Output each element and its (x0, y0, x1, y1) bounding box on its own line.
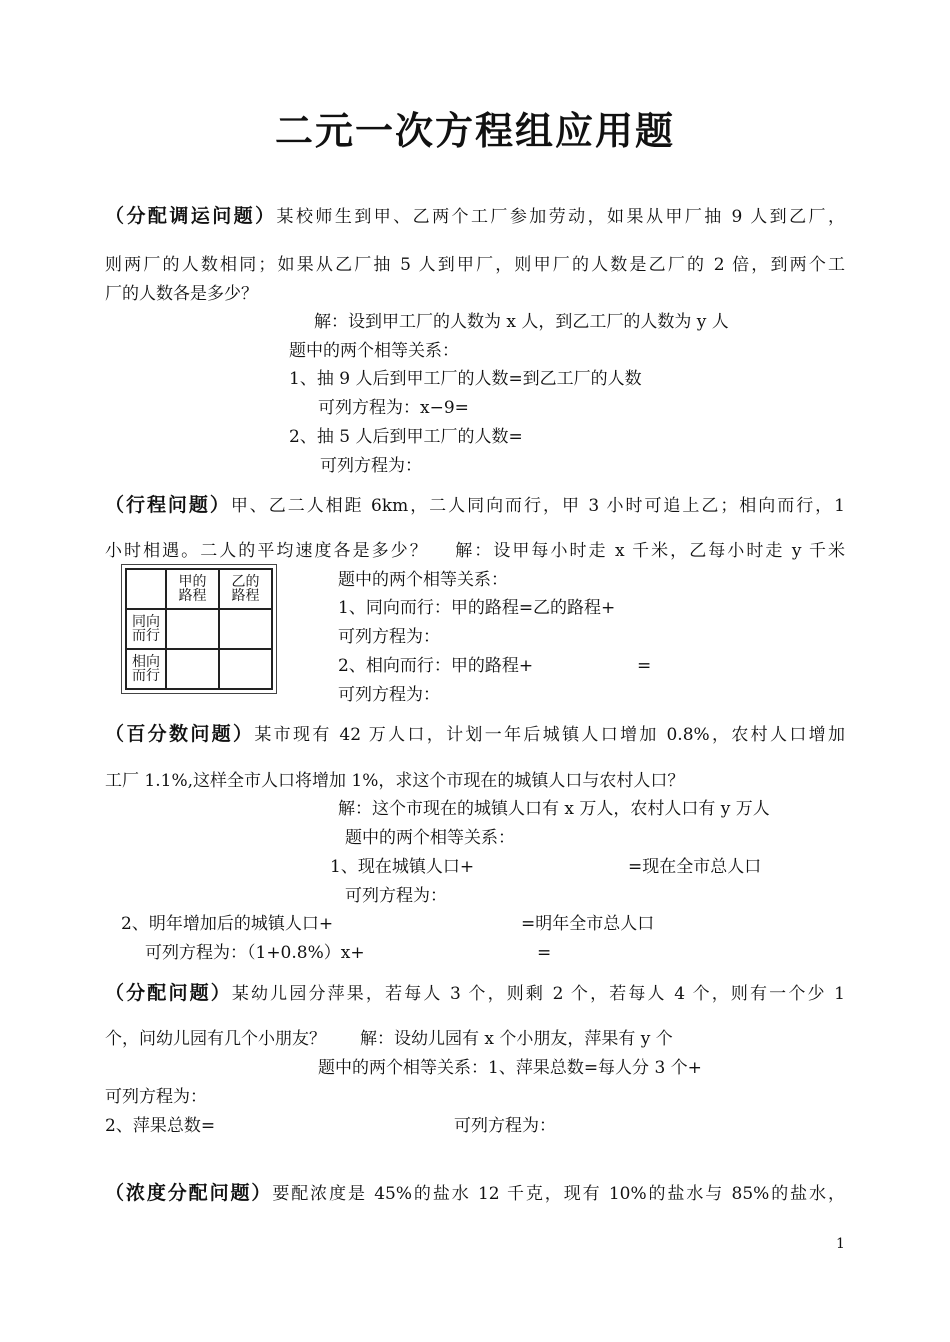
equation-text: 可列方程为：（1+0.8%）x+ (145, 943, 365, 963)
relation-text: 题中的两个相等关系： (289, 341, 459, 361)
problem-text: 个，问幼儿园有几个小朋友？ 解：设幼儿园有 x 个小朋友，萍果有 y 个 (105, 1029, 673, 1049)
relation-text: 题中的两个相等关系： (338, 570, 508, 590)
relation-item: 1、现在城镇人口+ (330, 857, 475, 877)
section-percent-line1 (105, 723, 845, 746)
table-cell (166, 609, 219, 649)
problem-text: 厂的人数各是多少？ (105, 284, 258, 304)
equation-text: 可列方程为： (338, 685, 440, 705)
relation-item: 2、抽 5 人后到甲工厂的人数= (289, 427, 523, 447)
equation-text: 可列方程为： (320, 456, 422, 476)
problem-text: 某市现有 42 万人口，计划一年后城镇人口增加 0.8%，农村人口增加 (254, 725, 845, 745)
table-corner-cell (126, 569, 166, 609)
problem-text: 要配浓度是 45%的盐水 12 千克，现有 10%的盐水与 85%的盐水， (272, 1184, 845, 1204)
problem-text: 某幼儿园分萍果，若每人 3 个，则剩 2 个，若每人 4 个，则有一个少 1 (231, 984, 845, 1004)
problem-text: 则两厂的人数相同；如果从乙厂抽 5 人到甲厂，则甲厂的人数是乙厂的 2 倍，到两个工 (105, 255, 845, 275)
problem-text: 甲、乙二人相距 6km，二人同向而行，甲 3 小时可追上乙；相向而行，1 (230, 496, 845, 516)
problem-text: 小时相遇。二人的平均速度各是多少？ 解：设甲每小时走 x 千米，乙每小时走 y 千米 (105, 541, 845, 561)
relation-item: 2、萍果总数= (105, 1116, 216, 1136)
section-concentration-line1 (105, 1182, 845, 1205)
equation-text: 可列方程为： (454, 1116, 556, 1136)
section-travel-line1 (105, 494, 845, 517)
section-heading-concentration: （浓度分配问题） (105, 1182, 273, 1204)
table-cell (219, 649, 272, 689)
table-cell (219, 609, 272, 649)
section-heading-percent: （百分数问题） (105, 723, 255, 745)
equation-text: 可列方程为： (105, 1087, 207, 1107)
equation-text: 可列方程为： (338, 627, 440, 647)
page-title: 二元一次方程组应用题 (274, 109, 675, 153)
problem-text: 某校师生到甲、乙两个工厂参加劳动，如果从甲厂抽 9 人到乙厂， (276, 207, 845, 227)
relation-item: 2、明年增加后的城镇人口+ (121, 914, 334, 934)
section-heading-travel: （行程问题） (105, 494, 231, 516)
section-allocation-line1 (105, 205, 845, 228)
relation-item: 1、同向而行：甲的路程=乙的路程+ (338, 598, 616, 618)
equation-text: 可列方程为：x−9= (318, 398, 469, 418)
solution-text: 解：设到甲工厂的人数为 x 人，到乙工厂的人数为 y 人 (314, 312, 729, 332)
section-heading-distribution: （分配问题） (105, 982, 232, 1004)
distance-table (121, 564, 277, 694)
table-header-cell: 甲的路程 (166, 569, 219, 609)
section-distribution-line1 (105, 982, 845, 1005)
table-header-cell: 乙的路程 (219, 569, 272, 609)
relation-item: = (637, 656, 652, 676)
relation-item: =明年全市总人口 (521, 914, 655, 934)
problem-text: 工厂 1.1%,这样全市人口将增加 1%，求这个市现在的城镇人口与农村人口？ (105, 771, 685, 791)
table-cell (166, 649, 219, 689)
relation-text: 题中的两个相等关系： (345, 828, 515, 848)
equation-text: 可列方程为： (345, 886, 447, 906)
section-heading-allocation: （分配调运问题） (105, 205, 277, 227)
equation-text: = (537, 943, 552, 963)
table-row-header: 同向而行 (126, 609, 166, 649)
relation-item: =现在全市总人口 (628, 857, 762, 877)
table-row-header: 相向而行 (126, 649, 166, 689)
relation-item: 1、抽 9 人后到甲工厂的人数=到乙工厂的人数 (289, 369, 642, 389)
relation-text: 题中的两个相等关系：1、萍果总数=每人分 3 个+ (318, 1058, 702, 1078)
page-number: 1 (836, 1236, 845, 1252)
relation-item: 2、相向而行：甲的路程+ (338, 656, 534, 676)
solution-text: 解：这个市现在的城镇人口有 x 万人，农村人口有 y 万人 (338, 799, 770, 819)
